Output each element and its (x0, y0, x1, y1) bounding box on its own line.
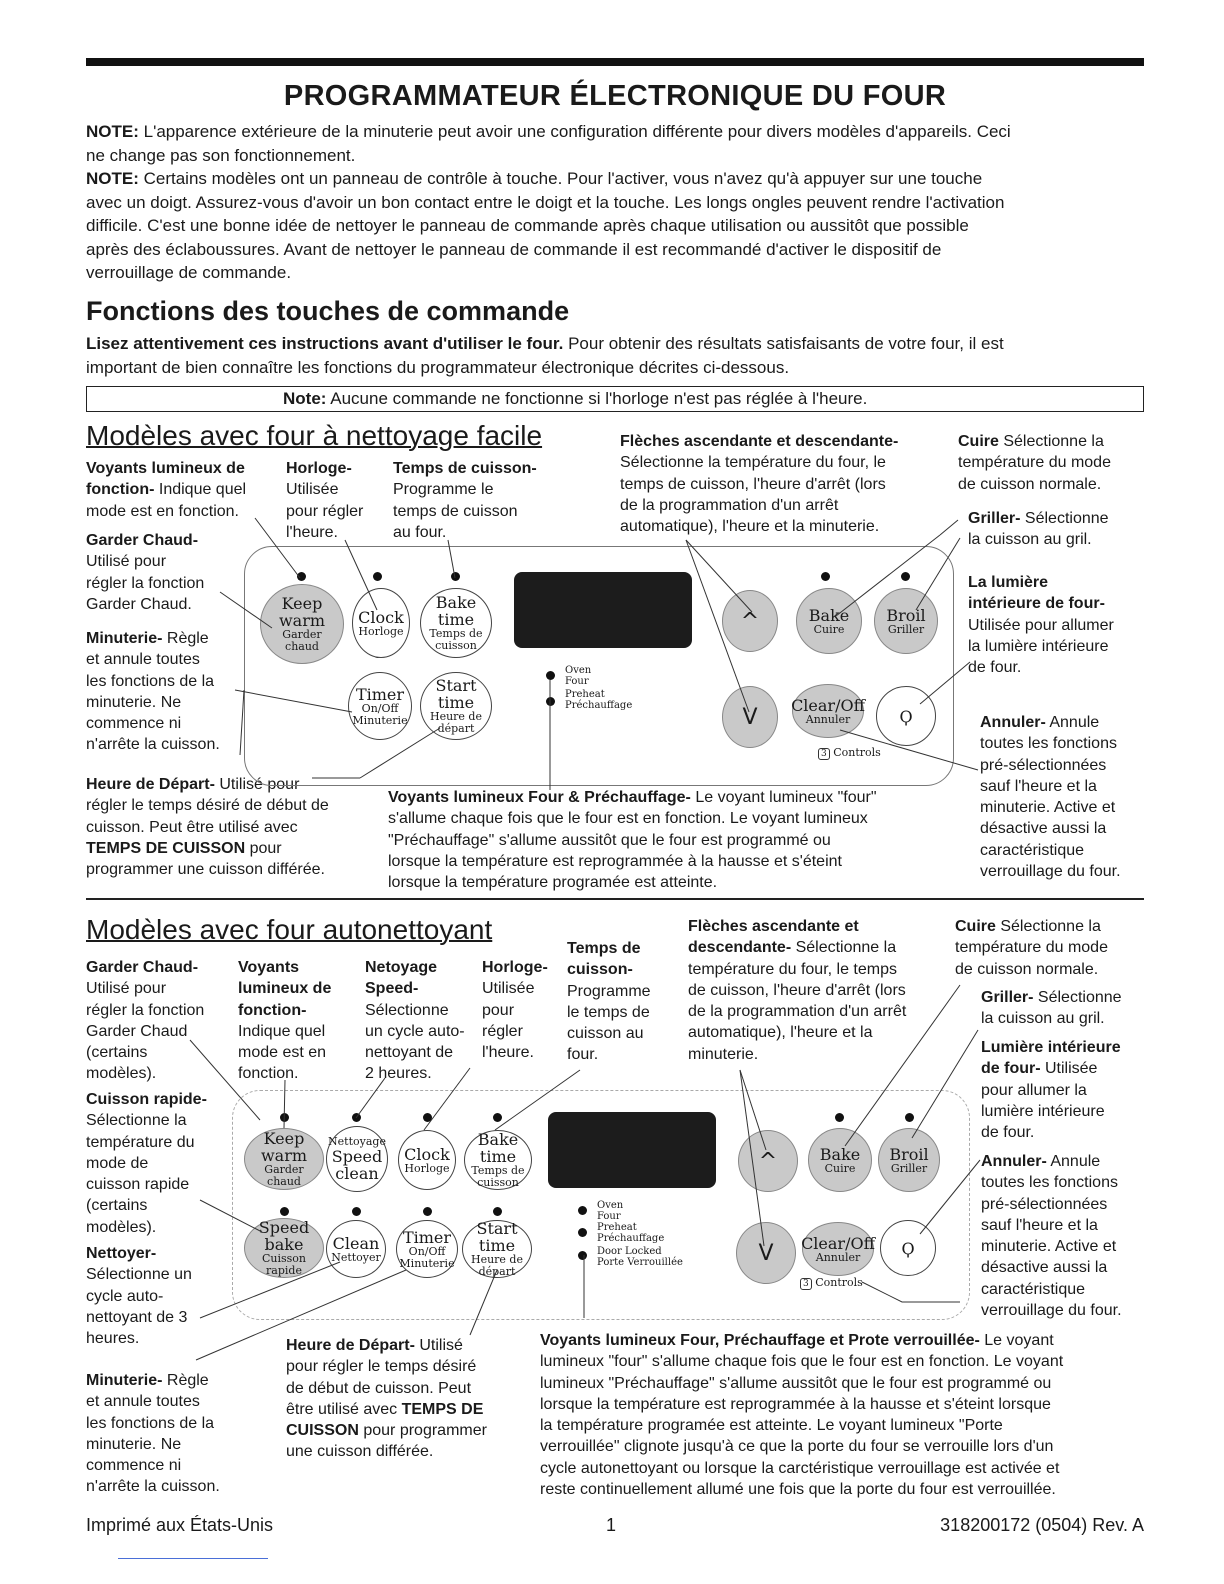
s1-annuler-desc: Annuler- Annule toutes les fonctions pré-sélectionnées sauf l'heure et la minuterie. Active et désactive aussi la caractéristique verrouillage du four. (980, 714, 1121, 881)
preheat-indicator-light (546, 697, 555, 706)
s2-cuire-desc: Cuire Sélectionne la température du mode de cuisson normale. (955, 918, 1108, 978)
bake-button[interactable]: Bake Cuire (808, 1128, 872, 1192)
timer-button[interactable]: Timer On/Off Minuterie (396, 1220, 458, 1278)
page-title: PROGRAMMATEUR ÉLECTRONIQUE DU FOUR (283, 80, 947, 112)
indicator-dot (297, 572, 306, 581)
s2-fleches-desc: Flèches ascendante et descendante- Sélectionne la température du four, le temps de cuisson, l'heure d'arrêt (lors de la programmation d'un arrêt automatique), l'heure et la minuterie. (688, 918, 907, 1063)
s1-griller-desc: Griller- Sélectionne la cuisson au gril. (968, 510, 1109, 549)
preheat-indicator-label: Preheat Préchauffage (565, 689, 633, 711)
intro-notes: NOTE: L'apparence extérieure de la minuterie peut avoir une configuration différente pour divers modèles d'appareils. Ceci ne change pas son fonctionnement. NOTE: Certains modèles ont un panneau de contrôle à touche. Pour l'activer, vous n'avez qu'à appuyer sur une touche avec un doigt. Assurez-vous d'avoir un bon contact entre le doigt et la touche. Les longs ongles peuvent rendre l'activation difficile. C'est une bonne idée de nettoyer le panneau de commande après chaque utilisation ou aussitôt que possible après des éclaboussures. Avant de nettoyer le panneau de commande il est recommandé d'activer le dispositif de verrouillage de commande. (86, 122, 1011, 282)
indicator-dot (451, 572, 460, 581)
timer-button[interactable]: Timer On/Off Minuterie (348, 672, 412, 740)
keep-warm-button[interactable]: Keep warm Garder chaud (260, 584, 344, 664)
speed-clean-button[interactable]: Nettoyage Speed clean (326, 1126, 388, 1192)
s2-netoyage-desc: Netoyage Speed- Sélectionne un cycle auto- nettoyant de 2 heures. (365, 959, 465, 1083)
indicator-dot (901, 572, 910, 581)
document-code: 318200172 (0504) Rev. A (940, 1515, 1144, 1535)
start-time-button[interactable]: Start time Heure de départ (462, 1220, 532, 1278)
functions-lead: Lisez attentivement ces instructions avant d'utiliser le four. Pour obtenir des résultats satisfaisants de votre four, il est important de bien connaître les fonctions du programmateur électronique décrites ci-dessous. (86, 334, 1004, 377)
top-rule (86, 58, 1144, 66)
clear-off-button[interactable]: Clear/Off Annuler (802, 1222, 874, 1276)
s1-horloge-desc: Horloge- Utilisée pour régler l'heure. (286, 460, 364, 541)
oven-light-button[interactable] (876, 686, 936, 746)
indicator-dot (280, 1113, 289, 1122)
broil-button[interactable]: Broil Griller (878, 1128, 940, 1192)
indicator-dot (423, 1113, 432, 1122)
indicator-dot (835, 1113, 844, 1122)
clock-note-box: Note: Aucune commande ne fonctionne si l'horloge n'est pas réglée à l'heure. (86, 386, 1144, 412)
clock-button[interactable]: Clock Horloge (352, 588, 410, 658)
s1-fleches-desc: Flèches ascendante et descendante- Sélectionne la température du four, le temps de cuisson, l'heure d'arrêt (lors de la programmation d'un arrêt automatique), l'heure et la minuterie. (620, 433, 899, 536)
s2-lumiere-desc: Lumière intérieure de four- Utilisée pour allumer la lumière intérieure de four. (981, 1039, 1121, 1142)
s2-depart-desc: Heure de Départ- Utilisé pour régler le temps désiré de début de cuisson. Peut être utilisé avec TEMPS DE CUISSON pour programmer une cuisson différée. (286, 1337, 487, 1461)
bake-time-button[interactable]: Bake time Temps de cuisson (464, 1130, 532, 1190)
down-arrow-button[interactable]: V (736, 1222, 796, 1284)
s2-voyants-desc: Voyants lumineux de fonction- Indique quel mode est en fonction. (238, 959, 332, 1083)
s2-minuterie-desc: Minuterie- Règle et annule toutes les fonctions de la minuterie. Ne commence ni n'arrête la cuisson. (86, 1372, 220, 1496)
up-arrow-button[interactable]: ^ (722, 590, 778, 652)
footer-printed: Imprimé aux États-Unis (86, 1515, 274, 1535)
s2-griller-desc: Griller- Sélectionne la cuisson au gril. (981, 989, 1122, 1028)
indicator-dot (352, 1207, 361, 1216)
lock-icon: 3 (818, 748, 830, 760)
speed-bake-button[interactable]: Speed bake Cuisson rapide (244, 1218, 324, 1278)
lightbulb-icon: Ϙ (899, 706, 913, 726)
section2-heading: Modèles avec four autonettoyant (86, 914, 493, 945)
oven-indicator-light (578, 1206, 587, 1215)
s2-annuler-desc: Annuler- Annule toutes les fonctions pré-sélectionnées sauf l'heure et la minuterie. Active et désactive aussi la caractéristique verrouillage du four. (981, 1153, 1122, 1320)
lock-icon: 3 (800, 1278, 812, 1290)
s1-voyants-desc: Voyants lumineux de fonction- Indique quel mode est en fonction. (86, 460, 247, 520)
controls-lock-label: 3 Controls (800, 1278, 863, 1290)
link-underline (118, 1558, 268, 1559)
functions-heading: Fonctions des touches de commande (86, 296, 570, 326)
controls-lock-label: 3 Controls (818, 748, 881, 760)
s1-minuterie-desc: Minuterie- Règle et annule toutes les fonctions de la minuterie. Ne commence ni n'arrête la cuisson. (86, 630, 220, 754)
indicator-dot (493, 1113, 502, 1122)
oven-display (548, 1112, 716, 1188)
indicator-dot (905, 1113, 914, 1122)
s1-lumiere-desc: La lumière intérieure de four- Utilisée pour allumer la lumière intérieure de four. (968, 574, 1114, 677)
s1-voyants-four-desc: Voyants lumineux Four & Préchauffage- Le voyant lumineux "four" s'allume chaque fois que le four est en fonction. Le voyant lumineux "Préchauffage" s'allume aussitôt que le four est programmé ou lorsque la température est reprogrammée à la hausse et s'éteint lorsque la température programée est atteinte. (388, 789, 877, 892)
down-arrow-button[interactable]: V (722, 686, 778, 748)
bake-time-button[interactable]: Bake time Temps de cuisson (420, 588, 492, 658)
s2-nettoyer-desc: Nettoyer- Sélectionne un cycle auto- nettoyant de 3 heures. (86, 1245, 192, 1348)
oven-display (514, 572, 692, 648)
clock-button[interactable]: Clock Horloge (398, 1130, 456, 1190)
indicator-dot (280, 1207, 289, 1216)
lightbulb-icon: Ϙ (901, 1238, 915, 1258)
broil-button[interactable]: Broil Griller (874, 588, 938, 654)
keep-warm-button[interactable]: Keep warm Garder chaud (244, 1128, 324, 1190)
section-separator (86, 898, 1144, 900)
s2-temps-desc: Temps de cuisson- Programme le temps de cuisson au four. (567, 940, 651, 1064)
clear-off-button[interactable]: Clear/Off Annuler (792, 684, 864, 738)
indicator-dot (352, 1113, 361, 1122)
preheat-indicator-light (578, 1228, 587, 1237)
page-number: 1 (606, 1515, 617, 1535)
start-time-button[interactable]: Start time Heure de départ (420, 672, 492, 740)
section1-heading: Modèles avec four à nettoyage facile (86, 420, 543, 451)
s1-cuire-desc: Cuire Sélectionne la température du mode de cuisson normale. (958, 433, 1111, 493)
oven-indicator-light (546, 671, 555, 680)
indicator-dot (493, 1207, 502, 1216)
up-arrow-button[interactable]: ^ (738, 1130, 798, 1192)
indicator-dot (821, 572, 830, 581)
s2-garder-desc: Garder Chaud- Utilisé pour régler la fonction Garder Chaud (certains modèles). (86, 959, 205, 1083)
s2-rapide-desc: Cuisson rapide- Sélectionne la température du mode de cuisson rapide (certains modèles). (86, 1091, 207, 1236)
s2-horloge-desc: Horloge- Utilisée pour régler l'heure. (482, 959, 548, 1062)
oven-light-button[interactable] (880, 1220, 936, 1276)
bake-button[interactable]: Bake Cuire (796, 588, 862, 654)
oven-indicator-label: Oven Four (565, 665, 592, 687)
s1-depart-desc: Heure de Départ- Utilisé pour régler le temps désiré de début de cuisson. Peut être utilisé avec TEMPS DE CUISSON pour programmer une cuisson différée. (86, 776, 329, 879)
indicator-dot (423, 1207, 432, 1216)
door-locked-indicator-light (578, 1251, 587, 1260)
s2-voyants-four-desc: Voyants lumineux Four, Préchauffage et Prote verrouillée- Le voyant lumineux "four" s'allume chaque fois que le four est en fonction. Le voyant lumineux "Préchauffage" s'allume aussitôt que le four est programmé ou lorsque la température est reprogrammée à la hausse et s'éteint lorsque la température programée est atteinte. Le voyant lumineux "Porte verrouillée" clignote jusqu'à ce que la porte du four se verrouille lors d'un cycle autonettoyant ou lorsque la carctéristique verrouillage est activée et reste continuellement allumé une fois que la porte du four est verrouillée. (540, 1332, 1064, 1499)
clean-button[interactable]: Clean Nettoyer (326, 1220, 386, 1278)
door-locked-indicator-label: Door Locked Porte Verrouillée (597, 1246, 683, 1268)
oven-indicator-label: Oven Four (597, 1200, 624, 1222)
s1-temps-desc: Temps de cuisson- Programme le temps de cuisson au four. (393, 460, 537, 541)
preheat-indicator-label: Preheat Préchauffage (597, 1222, 665, 1244)
indicator-dot (373, 572, 382, 581)
s1-garder-desc: Garder Chaud- Utilisé pour régler la fonction Garder Chaud. (86, 532, 205, 613)
